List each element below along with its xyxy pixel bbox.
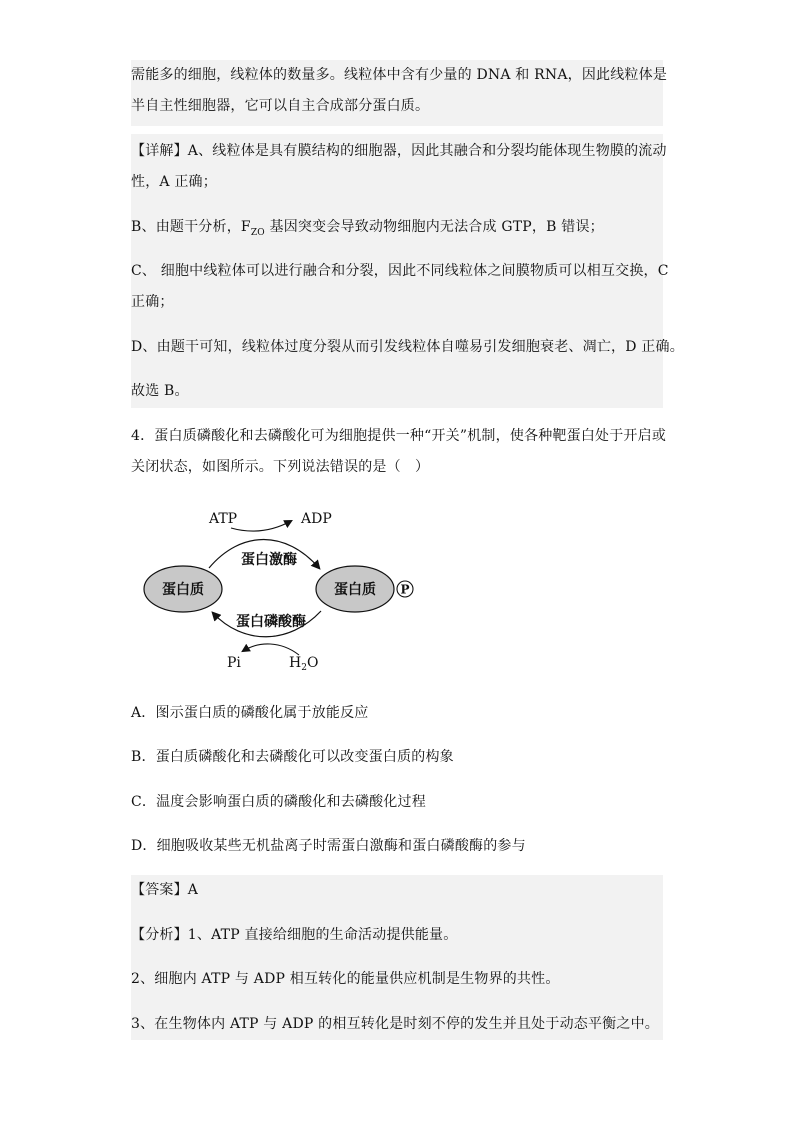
analysis-line-2: 半自主性细胞器，它可以自主合成部分蛋白质。 [131, 98, 430, 114]
analysis-continuation [131, 60, 668, 126]
phosphatase-label: 蛋白磷酸酶 [236, 614, 306, 630]
detail-b-prefix: B、由题干分析，F [131, 219, 251, 235]
protein-left-label: 蛋白质 [162, 582, 204, 598]
atp-label: ATP [209, 511, 238, 527]
detail-section [131, 134, 684, 408]
option-a [131, 698, 663, 729]
water-suffix: O [306, 655, 319, 671]
option-b-text: B．蛋白质磷酸化和去磷酸化可以改变蛋白质的构象 [131, 749, 454, 765]
analysis-line-1: 需能多的细胞，线粒体的数量多。线粒体中含有少量的 DNA 和 RNA，因此线粒体是 [131, 67, 668, 83]
detail-c-line-1: C、 细胞中线粒体可以进行融合和分裂，因此不同线粒体之间膜物质可以相互交换，C [131, 263, 669, 279]
option-c-text: C．温度会影响蛋白质的磷酸化和去磷酸化过程 [131, 794, 426, 810]
adp-label: ADP [301, 511, 332, 527]
option-d [131, 831, 663, 862]
option-d-text: D．细胞吸收某些无机盐离子时需蛋白激酶和蛋白磷酸酶的参与 [131, 838, 526, 854]
detail-conclusion: 故选 B。 [131, 383, 189, 399]
analysis-point-3: 3、在生物体内 ATP 与 ADP 的相互转化是时刻不停的发生并且处于动态平衡之中。 [131, 1016, 659, 1032]
detail-d-line: D、由题干可知，线粒体过度分裂从而引发线粒体自噬易引发细胞衰老、凋亡，D 正确。 [131, 339, 684, 355]
water-sub: 2 [301, 663, 307, 673]
pi-label: Pi [227, 655, 241, 671]
question-line-1: 4．蛋白质磷酸化和去磷酸化可为细胞提供一种“开关”机制，使各种靶蛋白处于开启或 [131, 428, 667, 444]
detail-c-line-2: 正确； [131, 294, 174, 310]
question-line-2: 关闭状态，如图所示。下列说法错误的是（ ） [131, 459, 430, 475]
phosphorylation-diagram [131, 495, 431, 680]
option-b [131, 742, 663, 773]
water-label [289, 655, 318, 673]
option-c [131, 787, 663, 818]
detail-a-line-2: 性，A 正确； [131, 174, 217, 190]
option-a-text: A．图示蛋白质的磷酸化属于放能反应 [131, 705, 369, 721]
question-stem [131, 421, 667, 483]
detail-b-line [131, 212, 604, 243]
protein-right-label: 蛋白质 [334, 582, 376, 598]
analysis-point-2: 2、细胞内 ATP 与 ADP 相互转化的能量供应机制是生物界的共性。 [131, 971, 560, 987]
water-prefix: H [289, 655, 302, 671]
phosphate-label: P [400, 582, 410, 597]
water-pi-arrow [243, 644, 299, 655]
answer-label: 【答案】A [131, 882, 199, 898]
atp-adp-arrow [231, 521, 291, 531]
detail-a-line-1: 【详解】A、线粒体是具有膜结构的细胞器，因此其融合和分裂均能体现生物膜的流动 [131, 143, 667, 159]
analysis-point-1: 【分析】1、ATP 直接给细胞的生命活动提供能量。 [131, 927, 458, 943]
answer-section [131, 875, 663, 1040]
detail-b-sub: ZO [250, 227, 265, 238]
kinase-label: 蛋白激酶 [241, 552, 297, 568]
detail-b-suffix: 基因突变会导致动物细胞内无法合成 GTP，B 错误； [264, 219, 604, 235]
